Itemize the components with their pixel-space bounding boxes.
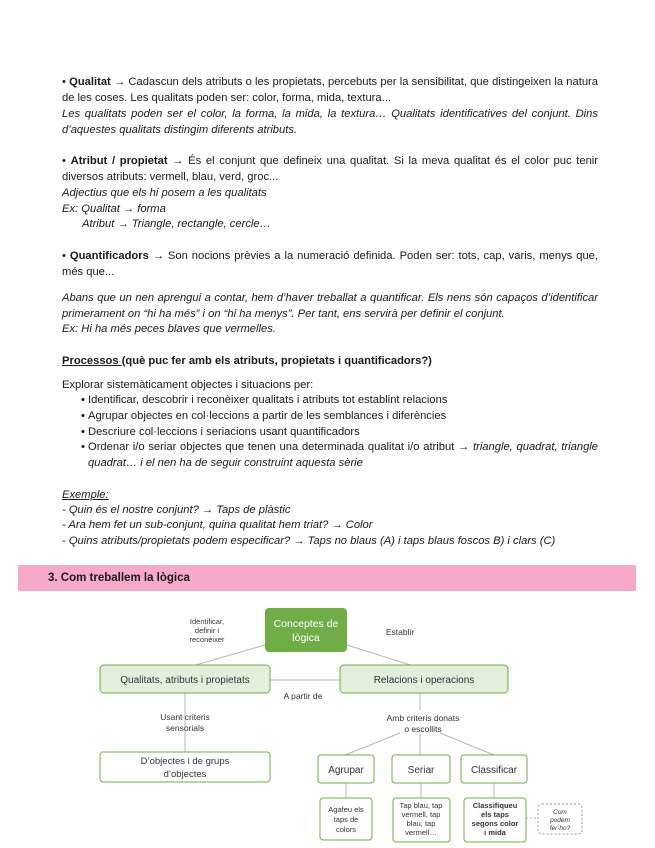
- root-node-text: lògica: [292, 632, 320, 644]
- classificar-example-text: Classifiqueu: [472, 801, 518, 810]
- processos-list: [62, 393, 598, 472]
- classificar-example-text: segons color: [471, 819, 519, 828]
- edge-label-amb: Amb criteris donats: [386, 713, 460, 723]
- exemple-line: - Ara hem fet un sub-conjunt, quina qualitat hem triat? → Color: [62, 519, 373, 531]
- atribut-example-2: Atribut → Triangle, rectangle, cercle…: [82, 218, 271, 230]
- atribut-example-1: Ex: Qualitat → forma: [62, 203, 166, 215]
- classificar-example-text: i mida: [484, 828, 506, 837]
- processos-list-wrap: [62, 393, 598, 472]
- qualitat-note: Les qualitats poden ser el color, la forma, la mida, la textura… Qualitats identificatives del conjunt. Dins d’aquestes qualitats distingim diferents atributs.: [62, 108, 598, 136]
- quantificadors-paragraph: [62, 249, 598, 281]
- edge-label-identificar: reconèixer: [189, 635, 225, 644]
- section-heading: [18, 565, 636, 591]
- agrupar-example-text: Agafeu els: [328, 805, 364, 814]
- edge-label-establir: Establir: [385, 627, 415, 637]
- quantificadors-definition: Son nocions prèvies a la numeració definida. Poden ser: tots, cap, varis, menys que, més que...: [62, 250, 599, 278]
- edge-label-amb: o escollits: [404, 724, 442, 734]
- connector-agrupar: [345, 733, 400, 755]
- question-node-text: fer-ho?: [549, 825, 571, 832]
- quantificadors-explanation: Abans que un nen aprengui a contar, hem d’haver treballat a quantificar. Els nens són capaços d’identificar primerament on “hi ha més” i on “hi ha menys”. Per tant, ens servirà per definir el conjunt.: [62, 292, 598, 320]
- atribut-note: Adjectius que els hi posem a les qualitats: [62, 187, 267, 199]
- question-node-text: Com: [553, 809, 567, 816]
- list-item-text: Ordenar i/o seriar objectes que tenen una determinada qualitat i/o atribut →: [88, 441, 473, 454]
- edge-label-a-partir: A partir de: [283, 691, 323, 701]
- bullet: •: [62, 155, 71, 167]
- seriar-example-text: Tap blau, tap: [399, 801, 443, 810]
- section-title: Com treballem la lògica: [60, 572, 190, 584]
- exemple-title: Exemple:: [62, 489, 109, 501]
- atribut-term: Atribut / propietat: [70, 155, 168, 167]
- question-node-text: podem: [550, 817, 570, 824]
- exemple-line: - Quin és el nostre conjunt? → Taps de plàstic: [62, 504, 291, 516]
- logic-diagram: [0, 600, 655, 845]
- atribut-paragraph: [62, 154, 598, 186]
- edge-label-identificar: Identificar,: [189, 617, 225, 626]
- agrupar-node-text: Agrupar: [328, 765, 364, 776]
- agrupar-example-text: colors: [335, 825, 357, 834]
- objectes-node-text: D’objectes i de grups: [140, 756, 230, 767]
- classificar-example-text: els taps: [481, 810, 509, 819]
- processos-title: Processos: [62, 355, 122, 367]
- processos-subtitle: (què puc fer amb els atributs, propietats i quantificadors?): [121, 355, 432, 367]
- connector-classificar: [440, 733, 494, 755]
- list-item: • Identificar, descobrir i reconèixer qualitats i atributs tot establint relacions: [82, 393, 598, 409]
- qualitat-definition: Cadascun dels atributs o les propietats, percebuts per la sensibilitat, que distingeixen la natura de les coses. Les qualitats poden ser: color, forma, mida, textura...: [62, 76, 598, 104]
- root-node: [265, 608, 347, 652]
- edge-label-identificar: definir i: [194, 626, 220, 635]
- edge-label-usant: sensorials: [165, 723, 205, 733]
- arrow: →: [167, 155, 189, 167]
- list-item-italic: triangle, quadrat, triangle quadrat… i el nen ha de seguir construint aquesta sèrie: [88, 441, 598, 470]
- seriar-example-text: vermell, tap: [401, 810, 441, 819]
- arrow: →: [148, 250, 168, 262]
- qualitat-paragraph: [62, 75, 598, 107]
- seriar-node-text: Seriar: [407, 765, 435, 776]
- quantificadors-example: Ex: Hi ha més peces blaves que vermelles.: [62, 323, 276, 335]
- exemple-line: - Quins atributs/propietats podem especificar? → Taps no blaus (A) i taps blaus foscos B) i clars (C): [62, 535, 556, 547]
- qualitat-term: Qualitat: [69, 76, 111, 88]
- objectes-node-text: d’objectes: [163, 769, 207, 780]
- list-item: • Agrupar objectes en col·leccions a partir de les semblances i diferències: [82, 409, 598, 425]
- agrupar-example-text: taps de: [333, 815, 359, 824]
- atribut-definition: És el conjunt que defineix una qualitat. Si la meva qualitat és el color puc tenir diversos atributs: vermell, blau, verd, groc...: [62, 155, 599, 183]
- relacions-node-text: Relacions i operacions: [373, 675, 475, 686]
- list-item: • Descriure col·leccions i seriacions usant quantificadors: [82, 425, 598, 441]
- bullet: •: [62, 250, 70, 262]
- seriar-example-text: vermell…: [405, 828, 437, 837]
- quantificadors-term: Quantificadors: [69, 250, 149, 262]
- section-number: 3.: [48, 572, 58, 584]
- classificar-node-text: Classificar: [470, 765, 518, 776]
- list-item: [82, 440, 598, 472]
- processos-heading: [62, 354, 598, 370]
- edge-label-usant: Usant criteris: [160, 712, 210, 722]
- qualitats-node-text: Qualitats, atributs i propietats: [120, 675, 250, 686]
- processos-intro: Explorar sistemàticament objectes i situacions per:: [62, 379, 314, 391]
- seriar-example-text: blau, tap: [406, 819, 436, 828]
- bullet: •: [62, 76, 70, 88]
- root-node-text: Conceptes de: [273, 618, 339, 630]
- arrow: →: [110, 76, 129, 88]
